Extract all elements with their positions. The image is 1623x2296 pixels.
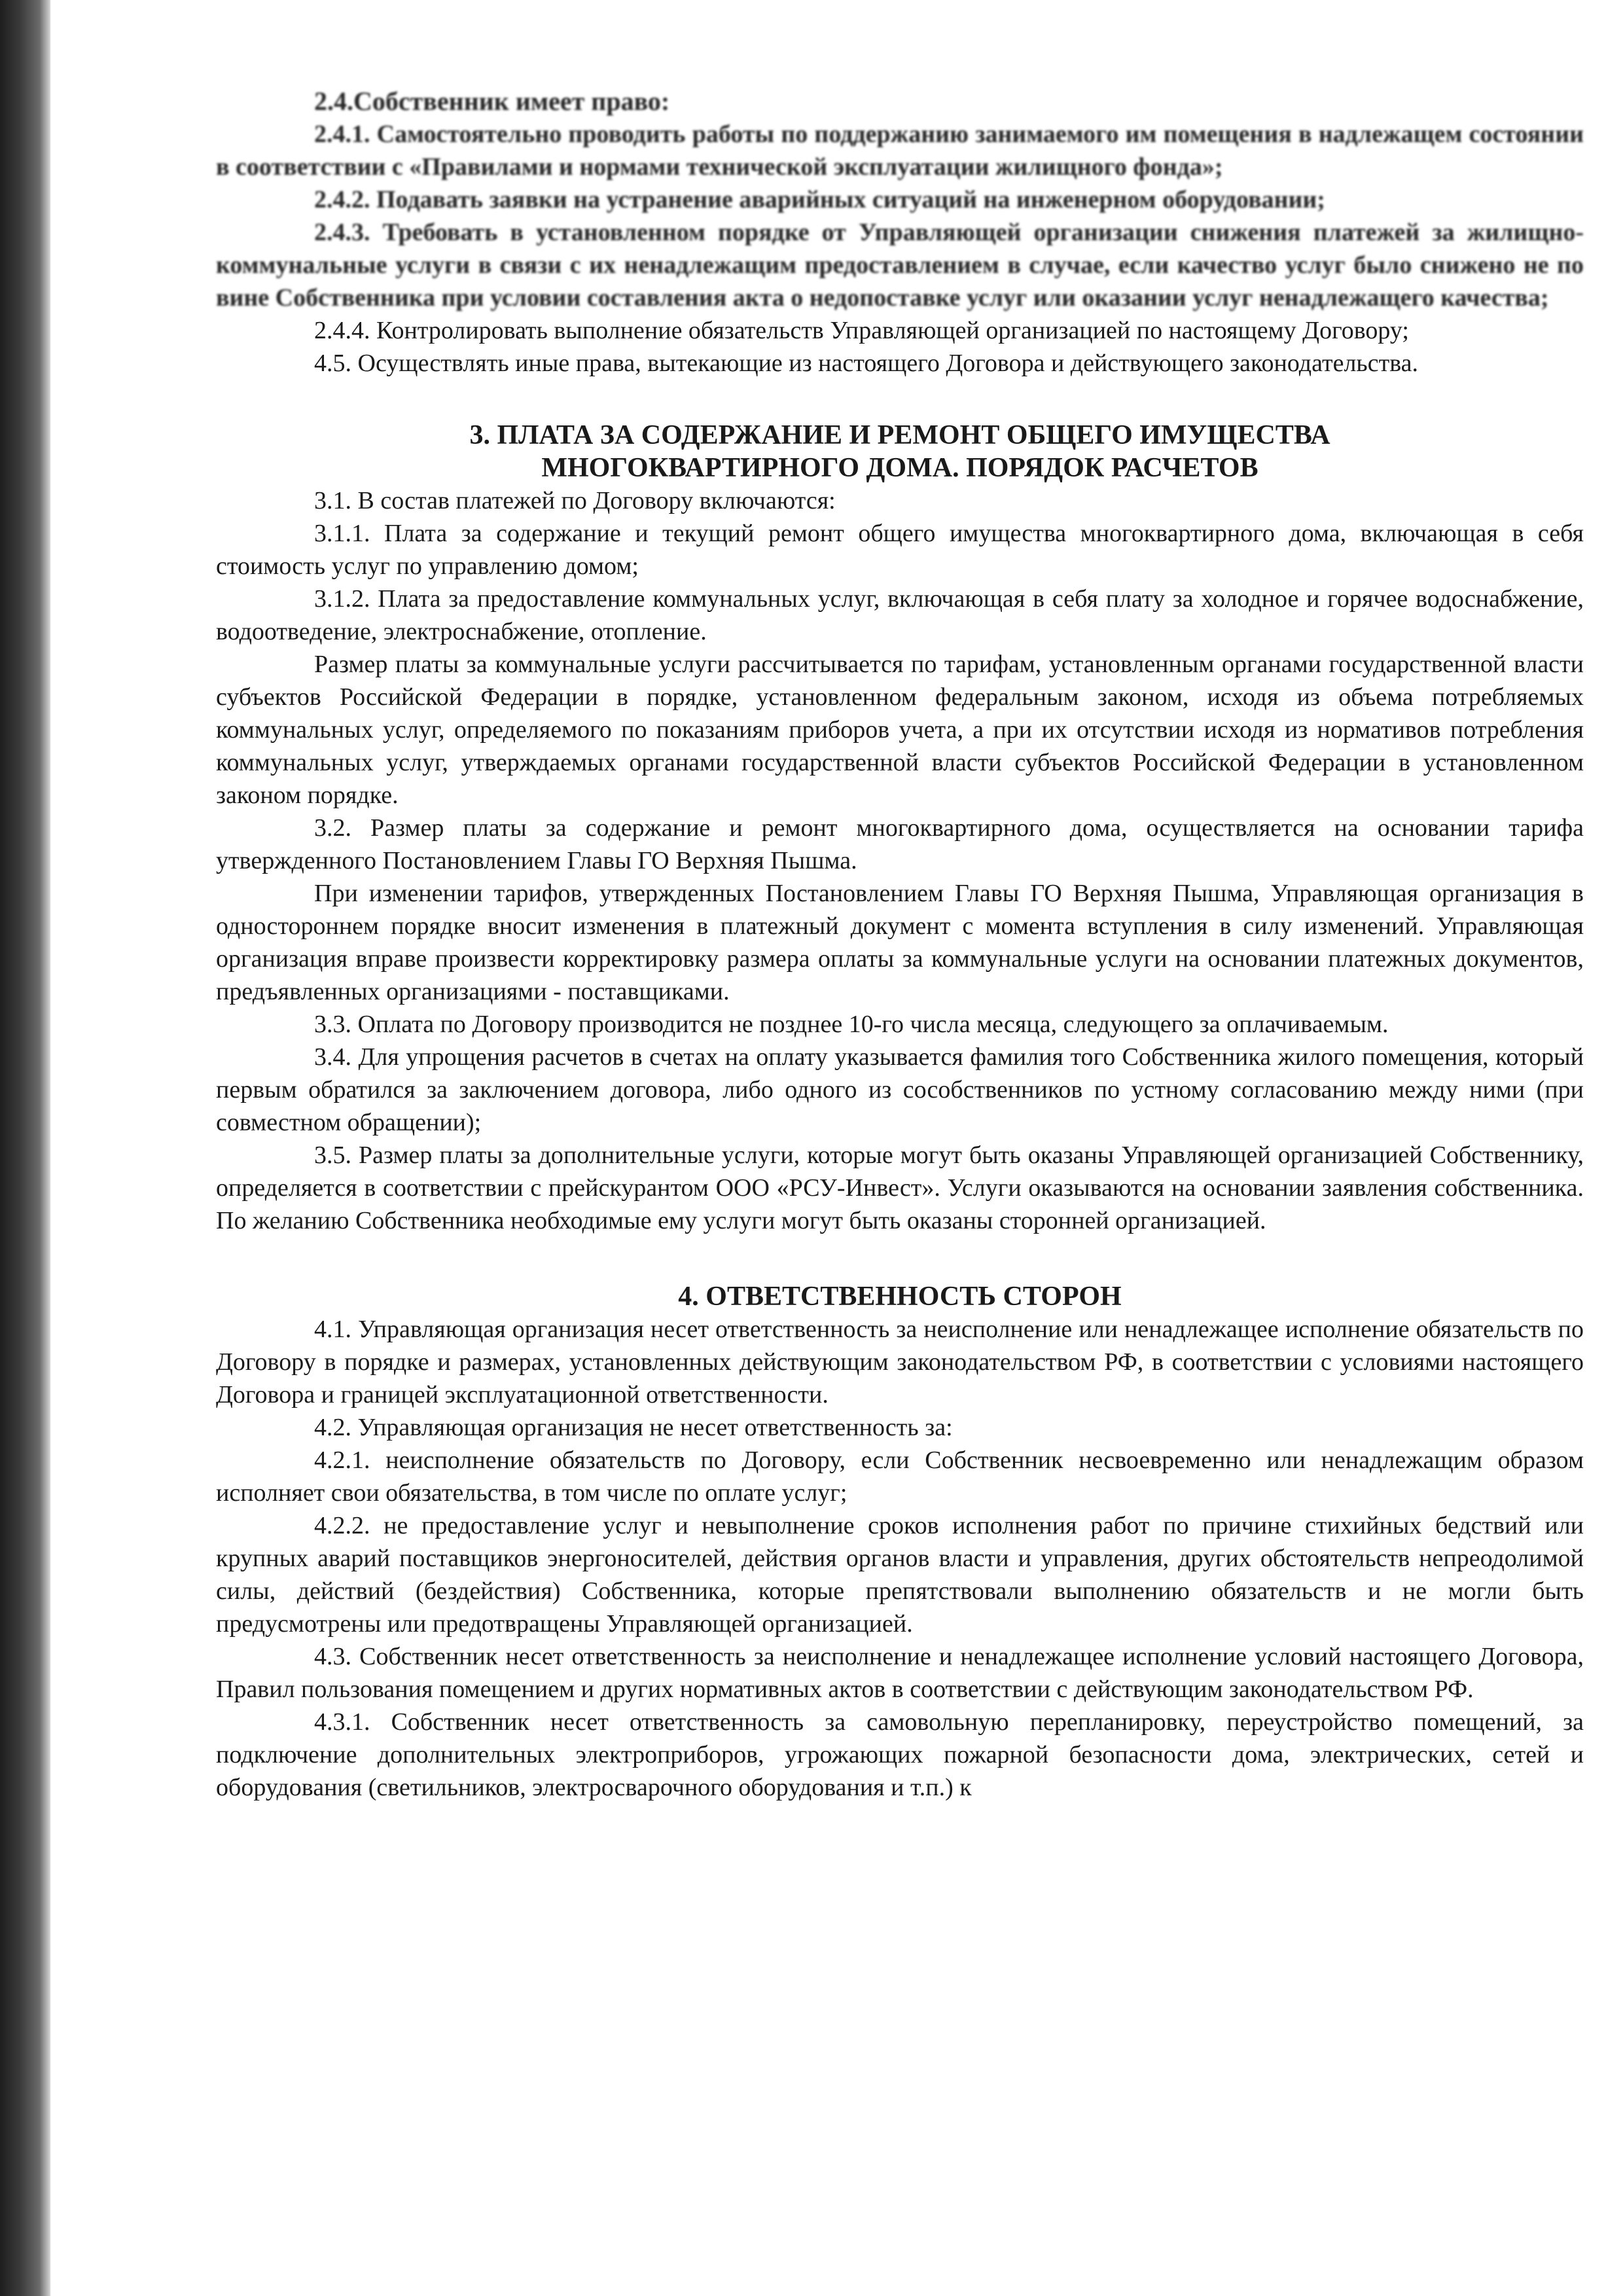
section-3-title-line-2: МНОГОКВАРТИРНОГО ДОМА. ПОРЯДОК РАСЧЕТОВ [541, 453, 1258, 483]
clause-4-2-1: 4.2.1. неисполнение обязательств по Договору, если Собственник несвоевременно или ненадлежащим образом исполняет свои обязательства, в том числе по оплате услуг; [216, 1446, 1584, 1507]
section-spacer [216, 380, 1584, 419]
paragraph-tariff-size: Размер платы за коммунальные услуги рассчитывается по тарифам, установленным органами государственной власти субъектов Российской Федерации в порядке, установленном федеральным законом, исходя из объема потребляемых коммунальных услуг, определяемого по показаниям приборов учета, а при их отсутствии исходя из нормативов потребления коммунальных услуг, утверждаемых органами государственной власти субъектов Российской Федерации в установленном законом порядке. [216, 651, 1584, 809]
section-2-4-heading: 2.4.Собственник имеет право: [314, 86, 670, 116]
scan-edge-shadow [0, 0, 51, 2296]
clause-3-5: 3.5. Размер платы за дополнительные услуги, которые могут быть оказаны Управляющей организацией Собственнику, определяется в соответствии с прейскурантом ООО «РСУ-Инвест». Услуги оказываются на основании заявления собственника. По желанию Собственника необходимые ему услуги могут быть оказаны сторонней организацией. [216, 1141, 1584, 1234]
clause-3-1-2: 3.1.2. Плата за предоставление коммунальных услуг, включающая в себя плату за холодное и горячее водоснабжение, водоотведение, электроснабжение, отопление. [216, 585, 1584, 645]
clause-2-4-2: 2.4.2. Подавать заявки на устранение аварийных ситуаций на инженерном оборудовании; [314, 186, 1325, 213]
clause-4-5: 4.5. Осуществлять иные права, вытекающие из настоящего Договора и действующего законодательства. [314, 350, 1419, 377]
clause-2-4-1: 2.4.1. Самостоятельно проводить работы по поддержанию занимаемого им помещения в надлежащем состоянии в соответствии с «Правилами и нормами технической эксплуатации жилищного фонда»; [216, 120, 1584, 181]
document-page [216, 85, 1584, 1804]
clause-2-4-4: 2.4.4. Контролировать выполнение обязательств Управляющей организацией по настоящему Договору; [314, 317, 1409, 344]
clause-3-1: 3.1. В состав платежей по Договору включаются: [314, 487, 836, 514]
clause-3-1-1: 3.1.1. Плата за содержание и текущий ремонт общего имущества многоквартирного дома, включающая в себя стоимость услуг по управлению домом; [216, 520, 1584, 580]
clause-4-2-2: 4.2.2. не предоставление услуг и невыполнение сроков исполнения работ по причине стихийных бедствий или крупных аварий поставщиков энергоносителей, действия органов власти и управления, других обстоятельств непреодолимой силы, действий (бездействия) Собственника, которые препятствовали выполнению обязательств и не могли быть предусмотрены или предотвращены Управляющей организацией. [216, 1512, 1584, 1638]
clause-2-4-3: 2.4.3. Требовать в установленном порядке от Управляющей организации снижения платежей за жилищно-коммунальные услуги в связи с их ненадлежащим предоставлением в случае, если качество услуг было снижено не по вине Собственника при условии составления акта о недопоставке услуг или оказании услуг ненадлежащего качества; [216, 219, 1584, 312]
section-4-title: 4. ОТВЕТСТВЕННОСТЬ СТОРОН [678, 1282, 1122, 1312]
clause-4-1: 4.1. Управляющая организация несет ответственность за неисполнение или ненадлежащее исполнение обязательств по Договору в порядке и размерах, установленных действующим законодательством РФ, в соответствии с условиями настоящего Договора и границей эксплуатационной ответственности. [216, 1316, 1584, 1408]
paragraph-tariff-change: При изменении тарифов, утвержденных Постановлением Главы ГО Верхняя Пышма, Управляющая организация в одностороннем порядке вносит изменения в платежный документ с момента вступления в силу изменений. Управляющая организация вправе произвести корректировку размера оплаты за коммунальные услуги на основании платежных документов, предъявленных организациями - поставщиками. [216, 880, 1584, 1005]
section-spacer [216, 1237, 1584, 1280]
section-3-title-line-1: 3. ПЛАТА ЗА СОДЕРЖАНИЕ И РЕМОНТ ОБЩЕГО ИМУЩЕСТВА [469, 420, 1330, 450]
clause-4-3: 4.3. Собственник несет ответственность за неисполнение и ненадлежащее исполнение условий настоящего Договора, Правил пользования помещением и других нормативных актов в соответствии с действующим законодательством РФ. [216, 1643, 1584, 1703]
clause-4-2: 4.2. Управляющая организация не несет ответственность за: [314, 1414, 953, 1441]
clause-4-3-1: 4.3.1. Собственник несет ответственность за самовольную перепланировку, переустройство помещений, за подключение дополнительных электроприборов, угрожающих пожарной безопасности дома, электрических, сетей и оборудования (светильников, электросварочного оборудования и т.п.) к [216, 1708, 1584, 1801]
clause-3-4: 3.4. Для упрощения расчетов в счетах на оплату указывается фамилия того Собственника жилого помещения, который первым обратился за заключением договора, либо одного из сособственников по устному согласованию между ними (при совместном обращении); [216, 1043, 1584, 1136]
clause-3-3: 3.3. Оплата по Договору производится не позднее 10-го числа месяца, следующего за оплачиваемым. [314, 1011, 1389, 1038]
clause-3-2: 3.2. Размер платы за содержание и ремонт многоквартирного дома, осуществляется на основании тарифа утвержденного Постановлением Главы ГО Верхняя Пышма. [216, 814, 1584, 874]
